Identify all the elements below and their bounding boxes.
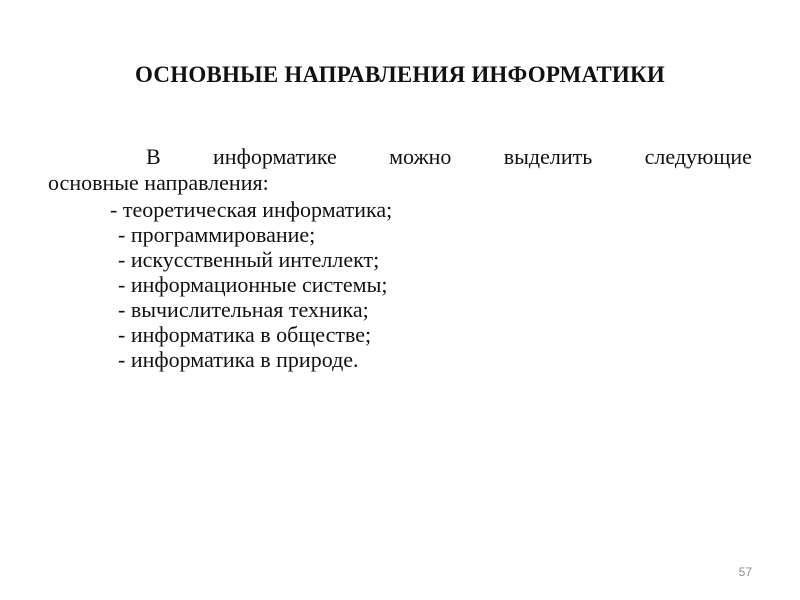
page-number: 57 — [738, 565, 752, 579]
list-item: - искусственный интеллект; — [118, 247, 380, 272]
intro-word: следующие — [644, 144, 752, 169]
list-item: - программирование; — [118, 222, 316, 247]
intro-word: информатике — [213, 144, 337, 169]
list-item: - информатика в природе. — [118, 347, 359, 372]
intro-line-1 — [48, 144, 752, 170]
list-item: - информационные системы; — [118, 272, 388, 297]
intro-word: можно — [389, 144, 452, 169]
intro-line-2: основные направления: — [48, 170, 269, 195]
intro-word: выделить — [503, 144, 593, 169]
intro-word: В — [146, 144, 161, 169]
directions-list — [110, 197, 392, 372]
intro-paragraph — [48, 144, 752, 196]
list-item: - вычислительная техника; — [118, 297, 369, 322]
list-item: - информатика в обществе; — [118, 322, 372, 347]
slide-title: ОСНОВНЫЕ НАПРАВЛЕНИЯ ИНФОРМАТИКИ — [135, 62, 665, 87]
list-item: - теоретическая информатика; — [110, 197, 393, 222]
